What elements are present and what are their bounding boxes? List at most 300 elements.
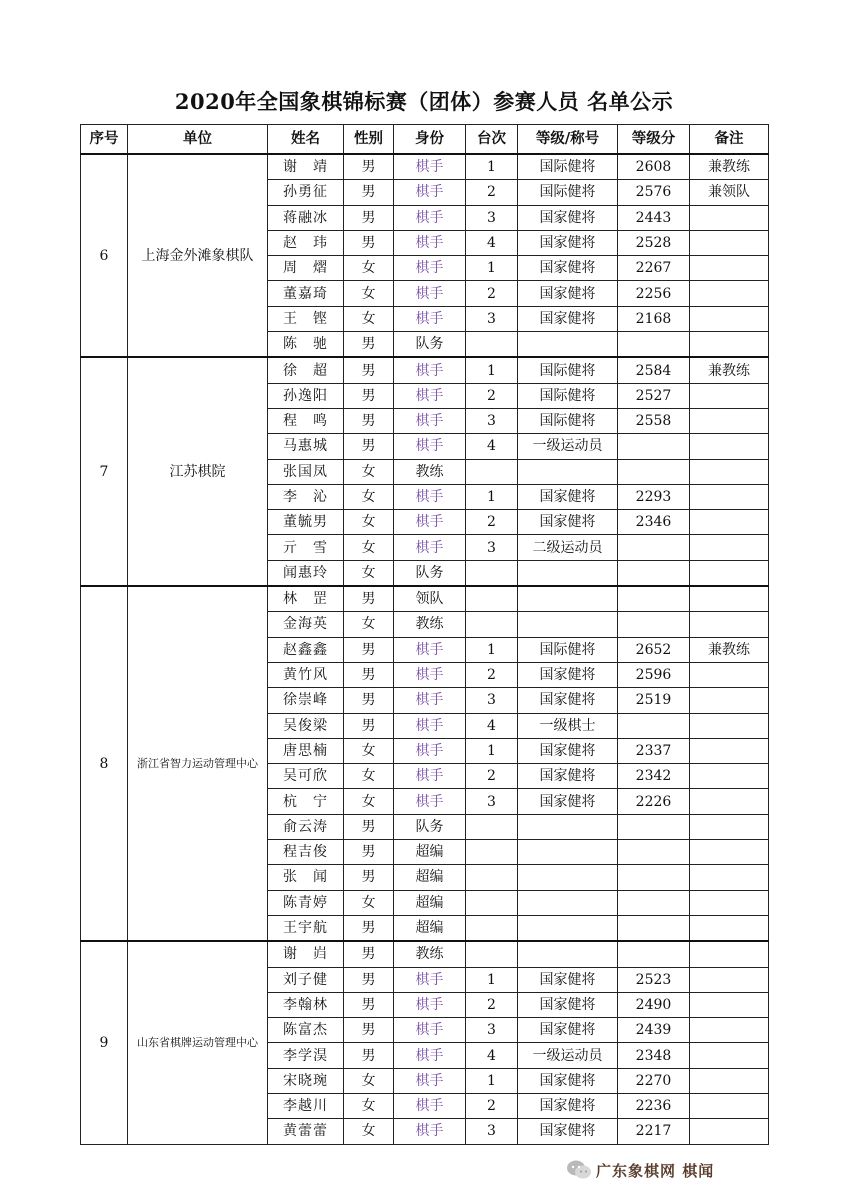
member-note: [690, 713, 769, 738]
member-name: 李翰林: [268, 992, 344, 1017]
member-note: [690, 865, 769, 890]
member-name: 谢 靖: [268, 154, 344, 180]
member-gender: 女: [344, 1068, 394, 1093]
member-rating: 2523: [618, 967, 690, 992]
member-gender: 男: [344, 713, 394, 738]
member-role: 超编: [394, 840, 466, 865]
member-rating: 2596: [618, 662, 690, 687]
member-role: 棋手: [394, 713, 466, 738]
member-role: 超编: [394, 915, 466, 941]
member-board: [466, 865, 518, 890]
member-board: 4: [466, 1043, 518, 1068]
watermark: [566, 1156, 714, 1184]
member-role: 超编: [394, 890, 466, 915]
member-role: 棋手: [394, 637, 466, 662]
member-title: 国际健将: [518, 383, 618, 408]
member-title: 国家健将: [518, 967, 618, 992]
member-note: [690, 992, 769, 1017]
member-name: 金海英: [268, 612, 344, 637]
table-row: [81, 357, 769, 383]
member-role: 棋手: [394, 510, 466, 535]
col-seq: 序号: [81, 125, 128, 155]
member-board: 3: [466, 535, 518, 560]
member-board: [466, 814, 518, 839]
member-note: [690, 789, 769, 814]
member-title: 国家健将: [518, 764, 618, 789]
member-rating: 2519: [618, 688, 690, 713]
member-role: 棋手: [394, 967, 466, 992]
member-gender: 女: [344, 1093, 394, 1118]
member-rating: [618, 890, 690, 915]
member-gender: 男: [344, 688, 394, 713]
member-gender: 女: [344, 535, 394, 560]
member-gender: 女: [344, 764, 394, 789]
member-role: 棋手: [394, 764, 466, 789]
table-header: [81, 125, 769, 155]
member-rating: [618, 941, 690, 967]
member-role: 教练: [394, 612, 466, 637]
member-gender: 男: [344, 383, 394, 408]
team-unit: 浙江省智力运动管理中心: [128, 586, 268, 941]
member-rating: [618, 535, 690, 560]
member-rating: 2576: [618, 180, 690, 205]
member-note: [690, 941, 769, 967]
member-role: 队务: [394, 560, 466, 586]
member-note: [690, 256, 769, 281]
member-rating: 2528: [618, 230, 690, 255]
member-title: [518, 840, 618, 865]
member-title: 国家健将: [518, 688, 618, 713]
member-note: [690, 408, 769, 433]
member-board: 3: [466, 1119, 518, 1144]
member-note: [690, 306, 769, 331]
member-name: 张 闻: [268, 865, 344, 890]
member-board: [466, 459, 518, 484]
member-note: [690, 459, 769, 484]
member-gender: 男: [344, 967, 394, 992]
member-gender: 女: [344, 281, 394, 306]
member-rating: [618, 332, 690, 358]
member-gender: 女: [344, 612, 394, 637]
member-note: [690, 1018, 769, 1043]
table-row: [81, 586, 769, 612]
member-board: 3: [466, 789, 518, 814]
member-gender: 男: [344, 434, 394, 459]
team-seq: 8: [81, 586, 128, 941]
col-note: 备注: [690, 125, 769, 155]
member-note: [690, 890, 769, 915]
member-name: 黄竹风: [268, 662, 344, 687]
member-note: [690, 383, 769, 408]
member-gender: 女: [344, 459, 394, 484]
member-gender: 男: [344, 637, 394, 662]
member-board: 2: [466, 281, 518, 306]
member-gender: 男: [344, 180, 394, 205]
member-title: 国家健将: [518, 1018, 618, 1043]
member-rating: 2652: [618, 637, 690, 662]
member-role: 棋手: [394, 434, 466, 459]
table-row: [81, 941, 769, 967]
member-rating: [618, 865, 690, 890]
member-role: 棋手: [394, 408, 466, 433]
member-rating: 2168: [618, 306, 690, 331]
member-note: 兼教练: [690, 357, 769, 383]
member-title: 国家健将: [518, 205, 618, 230]
member-note: [690, 510, 769, 535]
member-name: 王宇航: [268, 915, 344, 941]
member-title: [518, 586, 618, 612]
member-title: 一级运动员: [518, 1043, 618, 1068]
member-rating: [618, 459, 690, 484]
member-note: [690, 612, 769, 637]
member-note: [690, 840, 769, 865]
member-rating: 2337: [618, 738, 690, 763]
member-role: 棋手: [394, 230, 466, 255]
member-title: 国家健将: [518, 230, 618, 255]
member-title: 国际健将: [518, 154, 618, 180]
member-name: 程吉俊: [268, 840, 344, 865]
member-gender: 男: [344, 1018, 394, 1043]
member-rating: 2584: [618, 357, 690, 383]
member-title: 国家健将: [518, 281, 618, 306]
member-gender: 男: [344, 408, 394, 433]
member-name: 唐思楠: [268, 738, 344, 763]
table-row: [81, 154, 769, 180]
member-role: 棋手: [394, 738, 466, 763]
member-board: [466, 560, 518, 586]
member-gender: 女: [344, 890, 394, 915]
member-title: 国家健将: [518, 738, 618, 763]
member-gender: 男: [344, 865, 394, 890]
member-role: 棋手: [394, 281, 466, 306]
member-name: 周 熠: [268, 256, 344, 281]
col-board: 台次: [466, 125, 518, 155]
member-role: 教练: [394, 941, 466, 967]
member-note: [690, 1043, 769, 1068]
member-title: 国家健将: [518, 992, 618, 1017]
member-title: 二级运动员: [518, 535, 618, 560]
member-name: 刘子健: [268, 967, 344, 992]
member-name: 孙逸阳: [268, 383, 344, 408]
member-title: 一级运动员: [518, 434, 618, 459]
member-title: 国家健将: [518, 1093, 618, 1118]
member-gender: 男: [344, 840, 394, 865]
member-name: 黄蕾蕾: [268, 1119, 344, 1144]
member-rating: [618, 840, 690, 865]
member-board: 2: [466, 510, 518, 535]
member-board: 1: [466, 256, 518, 281]
member-board: 2: [466, 992, 518, 1017]
member-board: 1: [466, 154, 518, 180]
member-name: 吴可欣: [268, 764, 344, 789]
member-title: 国际健将: [518, 357, 618, 383]
member-gender: 女: [344, 1119, 394, 1144]
col-title: 等级/称号: [518, 125, 618, 155]
member-title: [518, 612, 618, 637]
member-title: 国家健将: [518, 510, 618, 535]
member-role: 队务: [394, 814, 466, 839]
member-board: [466, 941, 518, 967]
member-board: 1: [466, 1068, 518, 1093]
member-name: 吴俊梁: [268, 713, 344, 738]
member-note: [690, 915, 769, 941]
member-rating: 2270: [618, 1068, 690, 1093]
member-name: 亓 雪: [268, 535, 344, 560]
member-board: 3: [466, 1018, 518, 1043]
member-name: 李学淏: [268, 1043, 344, 1068]
member-note: [690, 434, 769, 459]
wechat-icon: [566, 1159, 592, 1181]
member-note: 兼教练: [690, 637, 769, 662]
member-name: 林 罡: [268, 586, 344, 612]
member-note: [690, 1119, 769, 1144]
member-note: [690, 560, 769, 586]
member-role: 教练: [394, 459, 466, 484]
team-seq: 6: [81, 154, 128, 357]
member-note: [690, 967, 769, 992]
member-title: 国家健将: [518, 256, 618, 281]
member-name: 董嘉琦: [268, 281, 344, 306]
member-note: [690, 1093, 769, 1118]
member-title: 一级棋士: [518, 713, 618, 738]
member-rating: 2490: [618, 992, 690, 1017]
team-seq: 9: [81, 941, 128, 1144]
team-unit: 上海金外滩象棋队: [128, 154, 268, 357]
member-name: 张国凤: [268, 459, 344, 484]
member-note: [690, 738, 769, 763]
member-board: 3: [466, 408, 518, 433]
member-gender: 男: [344, 992, 394, 1017]
member-board: 1: [466, 357, 518, 383]
member-note: [690, 688, 769, 713]
member-name: 杭 宁: [268, 789, 344, 814]
member-rating: [618, 713, 690, 738]
col-name: 姓名: [268, 125, 344, 155]
member-name: 程 鸣: [268, 408, 344, 433]
member-title: [518, 459, 618, 484]
member-board: [466, 890, 518, 915]
member-note: [690, 1068, 769, 1093]
member-note: [690, 662, 769, 687]
member-rating: 2236: [618, 1093, 690, 1118]
member-gender: 女: [344, 510, 394, 535]
member-gender: 女: [344, 484, 394, 509]
member-gender: 男: [344, 1043, 394, 1068]
member-gender: 男: [344, 814, 394, 839]
member-note: [690, 281, 769, 306]
member-role: 领队: [394, 586, 466, 612]
member-name: 陈青婷: [268, 890, 344, 915]
member-rating: 2443: [618, 205, 690, 230]
member-board: 2: [466, 1093, 518, 1118]
member-role: 队务: [394, 332, 466, 358]
member-rating: 2608: [618, 154, 690, 180]
member-role: 棋手: [394, 1093, 466, 1118]
member-gender: 男: [344, 230, 394, 255]
member-name: 王 铿: [268, 306, 344, 331]
member-role: 棋手: [394, 205, 466, 230]
member-role: 棋手: [394, 789, 466, 814]
member-title: [518, 865, 618, 890]
member-board: 4: [466, 230, 518, 255]
member-title: 国家健将: [518, 306, 618, 331]
member-name: 董毓男: [268, 510, 344, 535]
member-role: 棋手: [394, 535, 466, 560]
member-board: 2: [466, 180, 518, 205]
member-title: [518, 941, 618, 967]
member-note: 兼教练: [690, 154, 769, 180]
member-role: 棋手: [394, 1043, 466, 1068]
member-rating: 2558: [618, 408, 690, 433]
member-title: [518, 560, 618, 586]
watermark-text: 广东象棋网 棋闻: [596, 1161, 715, 1180]
member-role: 棋手: [394, 484, 466, 509]
col-unit: 单位: [128, 125, 268, 155]
member-board: 1: [466, 637, 518, 662]
member-gender: 女: [344, 306, 394, 331]
member-name: 徐 超: [268, 357, 344, 383]
member-role: 棋手: [394, 154, 466, 180]
member-board: 1: [466, 967, 518, 992]
team-seq: 7: [81, 357, 128, 586]
member-gender: 女: [344, 738, 394, 763]
member-role: 棋手: [394, 1068, 466, 1093]
member-note: [690, 814, 769, 839]
member-board: 4: [466, 434, 518, 459]
member-gender: 男: [344, 205, 394, 230]
member-name: 闻惠玲: [268, 560, 344, 586]
member-gender: 男: [344, 662, 394, 687]
member-note: [690, 332, 769, 358]
member-board: 2: [466, 662, 518, 687]
member-gender: 男: [344, 154, 394, 180]
member-board: [466, 612, 518, 637]
table-body: [81, 154, 769, 1144]
member-board: [466, 332, 518, 358]
member-rating: [618, 612, 690, 637]
member-title: 国家健将: [518, 484, 618, 509]
member-title: [518, 890, 618, 915]
member-name: 李越川: [268, 1093, 344, 1118]
member-name: 谢 岿: [268, 941, 344, 967]
member-role: 棋手: [394, 256, 466, 281]
member-rating: [618, 915, 690, 941]
col-gender: 性别: [344, 125, 394, 155]
member-rating: [618, 814, 690, 839]
member-title: 国家健将: [518, 1068, 618, 1093]
member-name: 俞云涛: [268, 814, 344, 839]
member-role: 棋手: [394, 1119, 466, 1144]
member-rating: 2527: [618, 383, 690, 408]
member-title: 国家健将: [518, 1119, 618, 1144]
roster-table: [80, 124, 769, 1145]
member-rating: 2342: [618, 764, 690, 789]
member-role: 棋手: [394, 1018, 466, 1043]
member-rating: 2267: [618, 256, 690, 281]
member-rating: 2346: [618, 510, 690, 535]
member-role: 棋手: [394, 992, 466, 1017]
member-rating: 2348: [618, 1043, 690, 1068]
member-rating: 2256: [618, 281, 690, 306]
member-title: [518, 332, 618, 358]
member-gender: 男: [344, 941, 394, 967]
member-name: 马惠城: [268, 434, 344, 459]
member-gender: 男: [344, 586, 394, 612]
member-rating: [618, 560, 690, 586]
member-gender: 男: [344, 332, 394, 358]
member-name: 赵鑫鑫: [268, 637, 344, 662]
member-title: 国际健将: [518, 637, 618, 662]
member-note: [690, 205, 769, 230]
member-rating: 2226: [618, 789, 690, 814]
member-role: 棋手: [394, 306, 466, 331]
member-title: [518, 915, 618, 941]
member-board: 3: [466, 688, 518, 713]
member-role: 棋手: [394, 688, 466, 713]
page-title: 2020年全国象棋锦标赛（团体）参赛人员 名单公示: [174, 89, 674, 114]
col-rating: 等级分: [618, 125, 690, 155]
member-rating: 2217: [618, 1119, 690, 1144]
member-role: 棋手: [394, 180, 466, 205]
member-gender: 女: [344, 560, 394, 586]
member-board: 3: [466, 306, 518, 331]
member-role: 棋手: [394, 357, 466, 383]
member-gender: 男: [344, 357, 394, 383]
member-note: [690, 535, 769, 560]
member-title: 国际健将: [518, 180, 618, 205]
member-note: [690, 764, 769, 789]
member-title: [518, 814, 618, 839]
member-name: 李 沁: [268, 484, 344, 509]
member-role: 超编: [394, 865, 466, 890]
member-rating: 2439: [618, 1018, 690, 1043]
member-note: 兼领队: [690, 180, 769, 205]
member-gender: 男: [344, 915, 394, 941]
member-rating: 2293: [618, 484, 690, 509]
member-name: 蒋融冰: [268, 205, 344, 230]
member-note: [690, 230, 769, 255]
member-board: [466, 915, 518, 941]
member-name: 孙勇征: [268, 180, 344, 205]
member-board: 1: [466, 484, 518, 509]
member-gender: 女: [344, 256, 394, 281]
member-name: 赵 玮: [268, 230, 344, 255]
member-title: 国家健将: [518, 662, 618, 687]
col-role: 身份: [394, 125, 466, 155]
team-unit: 山东省棋牌运动管理中心: [128, 941, 268, 1144]
member-title: 国际健将: [518, 408, 618, 433]
member-title: 国家健将: [518, 789, 618, 814]
member-rating: [618, 434, 690, 459]
member-board: [466, 840, 518, 865]
member-board: 2: [466, 383, 518, 408]
member-name: 徐崇峰: [268, 688, 344, 713]
member-board: 2: [466, 764, 518, 789]
member-board: 4: [466, 713, 518, 738]
member-board: 1: [466, 738, 518, 763]
member-role: 棋手: [394, 383, 466, 408]
member-name: 陈富杰: [268, 1018, 344, 1043]
member-note: [690, 586, 769, 612]
member-board: 3: [466, 205, 518, 230]
member-name: 陈 驰: [268, 332, 344, 358]
member-gender: 女: [344, 789, 394, 814]
member-rating: [618, 586, 690, 612]
team-unit: 江苏棋院: [128, 357, 268, 586]
member-board: [466, 586, 518, 612]
member-note: [690, 484, 769, 509]
member-name: 宋晓琬: [268, 1068, 344, 1093]
